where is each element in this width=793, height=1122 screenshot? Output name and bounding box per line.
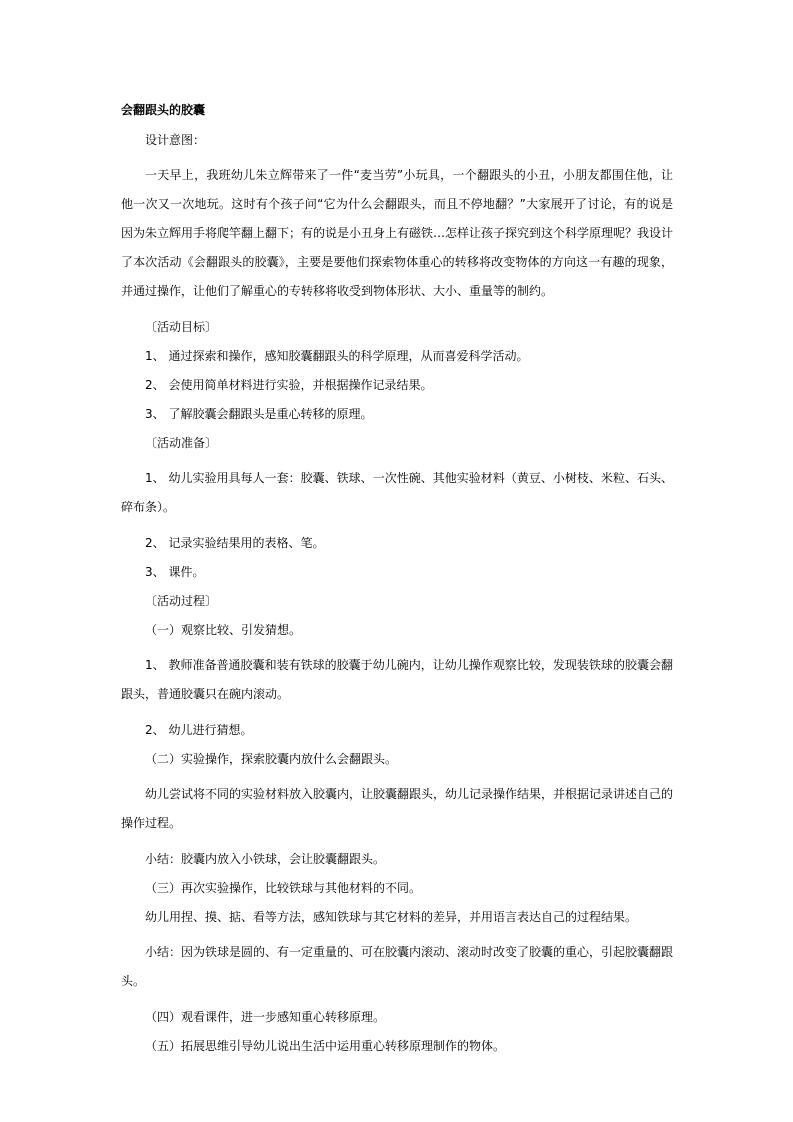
paragraph-step-1-heading: （一）观察比较、引发猜想。 <box>145 623 302 637</box>
document-body <box>121 102 673 1067</box>
paragraph-step-3-summary: 小结：因为铁球是圆的、有一定重量的、可在胶囊内滚动、滚动时改变了胶囊的重心，引起胶囊翻跟头。 <box>121 945 674 988</box>
paragraph-step-1-item-2: 2、 幼儿进行猜想。 <box>145 723 253 737</box>
paragraph-prep-3: 3、 课件。 <box>145 565 205 579</box>
paragraph-prep-1: 1、 幼儿实验用具每人一套：胶囊、铁球、一次性碗、其他实验材料（黄豆、小树枝、米粒、石头、碎布条）。 <box>121 471 673 514</box>
paragraph-prep-2: 2、 记录实验结果用的表格、笔。 <box>145 536 325 550</box>
paragraph-step-2-body: 幼儿尝试将不同的实验材料放入胶囊内，让胶囊翻跟头，幼儿记录操作结果，并根据记录讲述自己的操作过程。 <box>121 787 674 830</box>
paragraph-process-heading: 〔活动过程〕 <box>145 594 218 608</box>
paragraph-step-4-heading: （四）观看课件，进一步感知重心转移原理。 <box>145 1010 386 1024</box>
paragraph-design-intent-body: 一天早上，我班幼儿朱立辉带来了一件“麦当劳”小玩具，一个翻跟头的小丑，小朋友都围住他，让他一次又一次地玩。这时有个孩子问“它为什么会翻跟头，而且不停地翻？”大家展开了讨论，有的说是因为朱立辉用手将爬竿翻上翻下；有的说是小丑身上有磁铁…怎样让孩子探究到这个科学原理呢？我设计了本次活动《会翻跟头的胶囊》，主要是要他们探索物体重心的转移将改变物体的方向这一有趣的现象，并通过操作，让他们了解重心的专转移将收受到物体形状、大小、重量等的制约。 <box>121 168 674 298</box>
paragraph-step-3-heading: （三）再次实验操作，比较铁球与其他材料的不同。 <box>145 881 422 895</box>
paragraph-goal-2: 2、 会使用简单材料进行实验，并根据操作记录结果。 <box>145 378 433 392</box>
paragraph-step-2-summary: 小结：胶囊内放入小铁球，会让胶囊翻跟头。 <box>145 852 386 866</box>
paragraph-step-1-item-1: 1、 教师准备普通胶囊和装有铁球的胶囊于幼儿碗内，让幼儿操作观察比较，发现装铁球的胶囊会翻跟头，普通胶囊只在碗内滚动。 <box>121 658 673 701</box>
paragraph-goals-heading: 〔活动目标〕 <box>145 320 218 334</box>
paragraph-goal-1: 1、 通过探索和操作，感知胶囊翻跟头的科学原理，从而喜爱科学活动。 <box>145 349 529 363</box>
paragraph-goal-3: 3、 了解胶囊会翻跟头是重心转移的原理。 <box>145 407 373 421</box>
paragraph-step-5-heading: （五）拓展思维引导幼儿说出生活中运用重心转移原理制作的物体。 <box>145 1039 506 1053</box>
paragraph-step-3-body: 幼儿用捏、摸、掂、看等方法，感知铁球与其它材料的差异，并用语言表达自己的过程结果。 <box>145 910 638 924</box>
document-title: 会翻跟头的胶囊 <box>121 103 206 117</box>
paragraph-step-2-heading: （二）实验操作，探索胶囊内放什么会翻跟头。 <box>145 752 398 766</box>
paragraph-design-intent-heading: 设计意图： <box>145 133 206 147</box>
paragraph-prep-heading: 〔活动准备〕 <box>145 436 218 450</box>
